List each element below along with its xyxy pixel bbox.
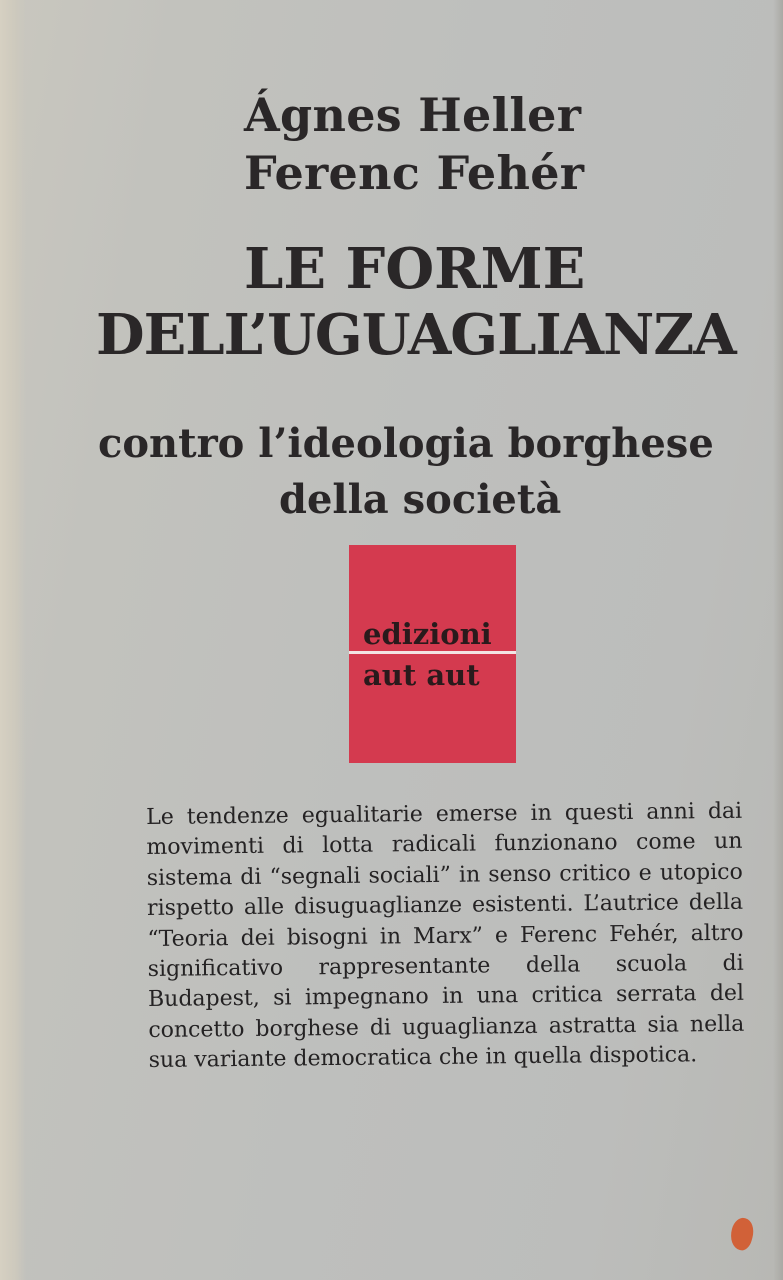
publisher-logo-divider xyxy=(349,651,516,654)
cover-blurb xyxy=(146,797,745,1077)
publisher-logo xyxy=(349,545,516,763)
author-1: Ágnes Heller xyxy=(244,88,582,142)
cover-right-edge xyxy=(773,0,783,1280)
cover-left-edge xyxy=(0,0,26,1280)
subtitle-line-1: contro l’ideologia borghese xyxy=(98,420,714,467)
subtitle-line-2: della società xyxy=(279,476,562,523)
publisher-line-2: aut aut xyxy=(363,658,480,692)
author-2: Ferenc Fehér xyxy=(244,146,585,200)
blurb-text: Le tendenze egualitarie emerse in questi anni dai movimenti di lotta radicali funzionano come un sistema di “segnali sociali” in senso critico e utopico rispetto alle disuguaglianze esistenti. L’autrice della “Teoria dei bisogni in Marx” e Ferenc Fehér, altro significativo rappresentante della scuola di Budapest, si impegnano in una critica serrata del concetto borghese di uguaglianza astratta sia nella sua variante democratica che in quella dispotica. xyxy=(146,798,745,1074)
cover-stain xyxy=(727,1216,757,1253)
authors xyxy=(244,86,584,202)
title-line-2: DELL’UGUAGLIANZA xyxy=(96,302,736,368)
publisher-line-1: edizioni xyxy=(363,617,492,651)
title-line-1: LE FORME xyxy=(244,236,586,302)
